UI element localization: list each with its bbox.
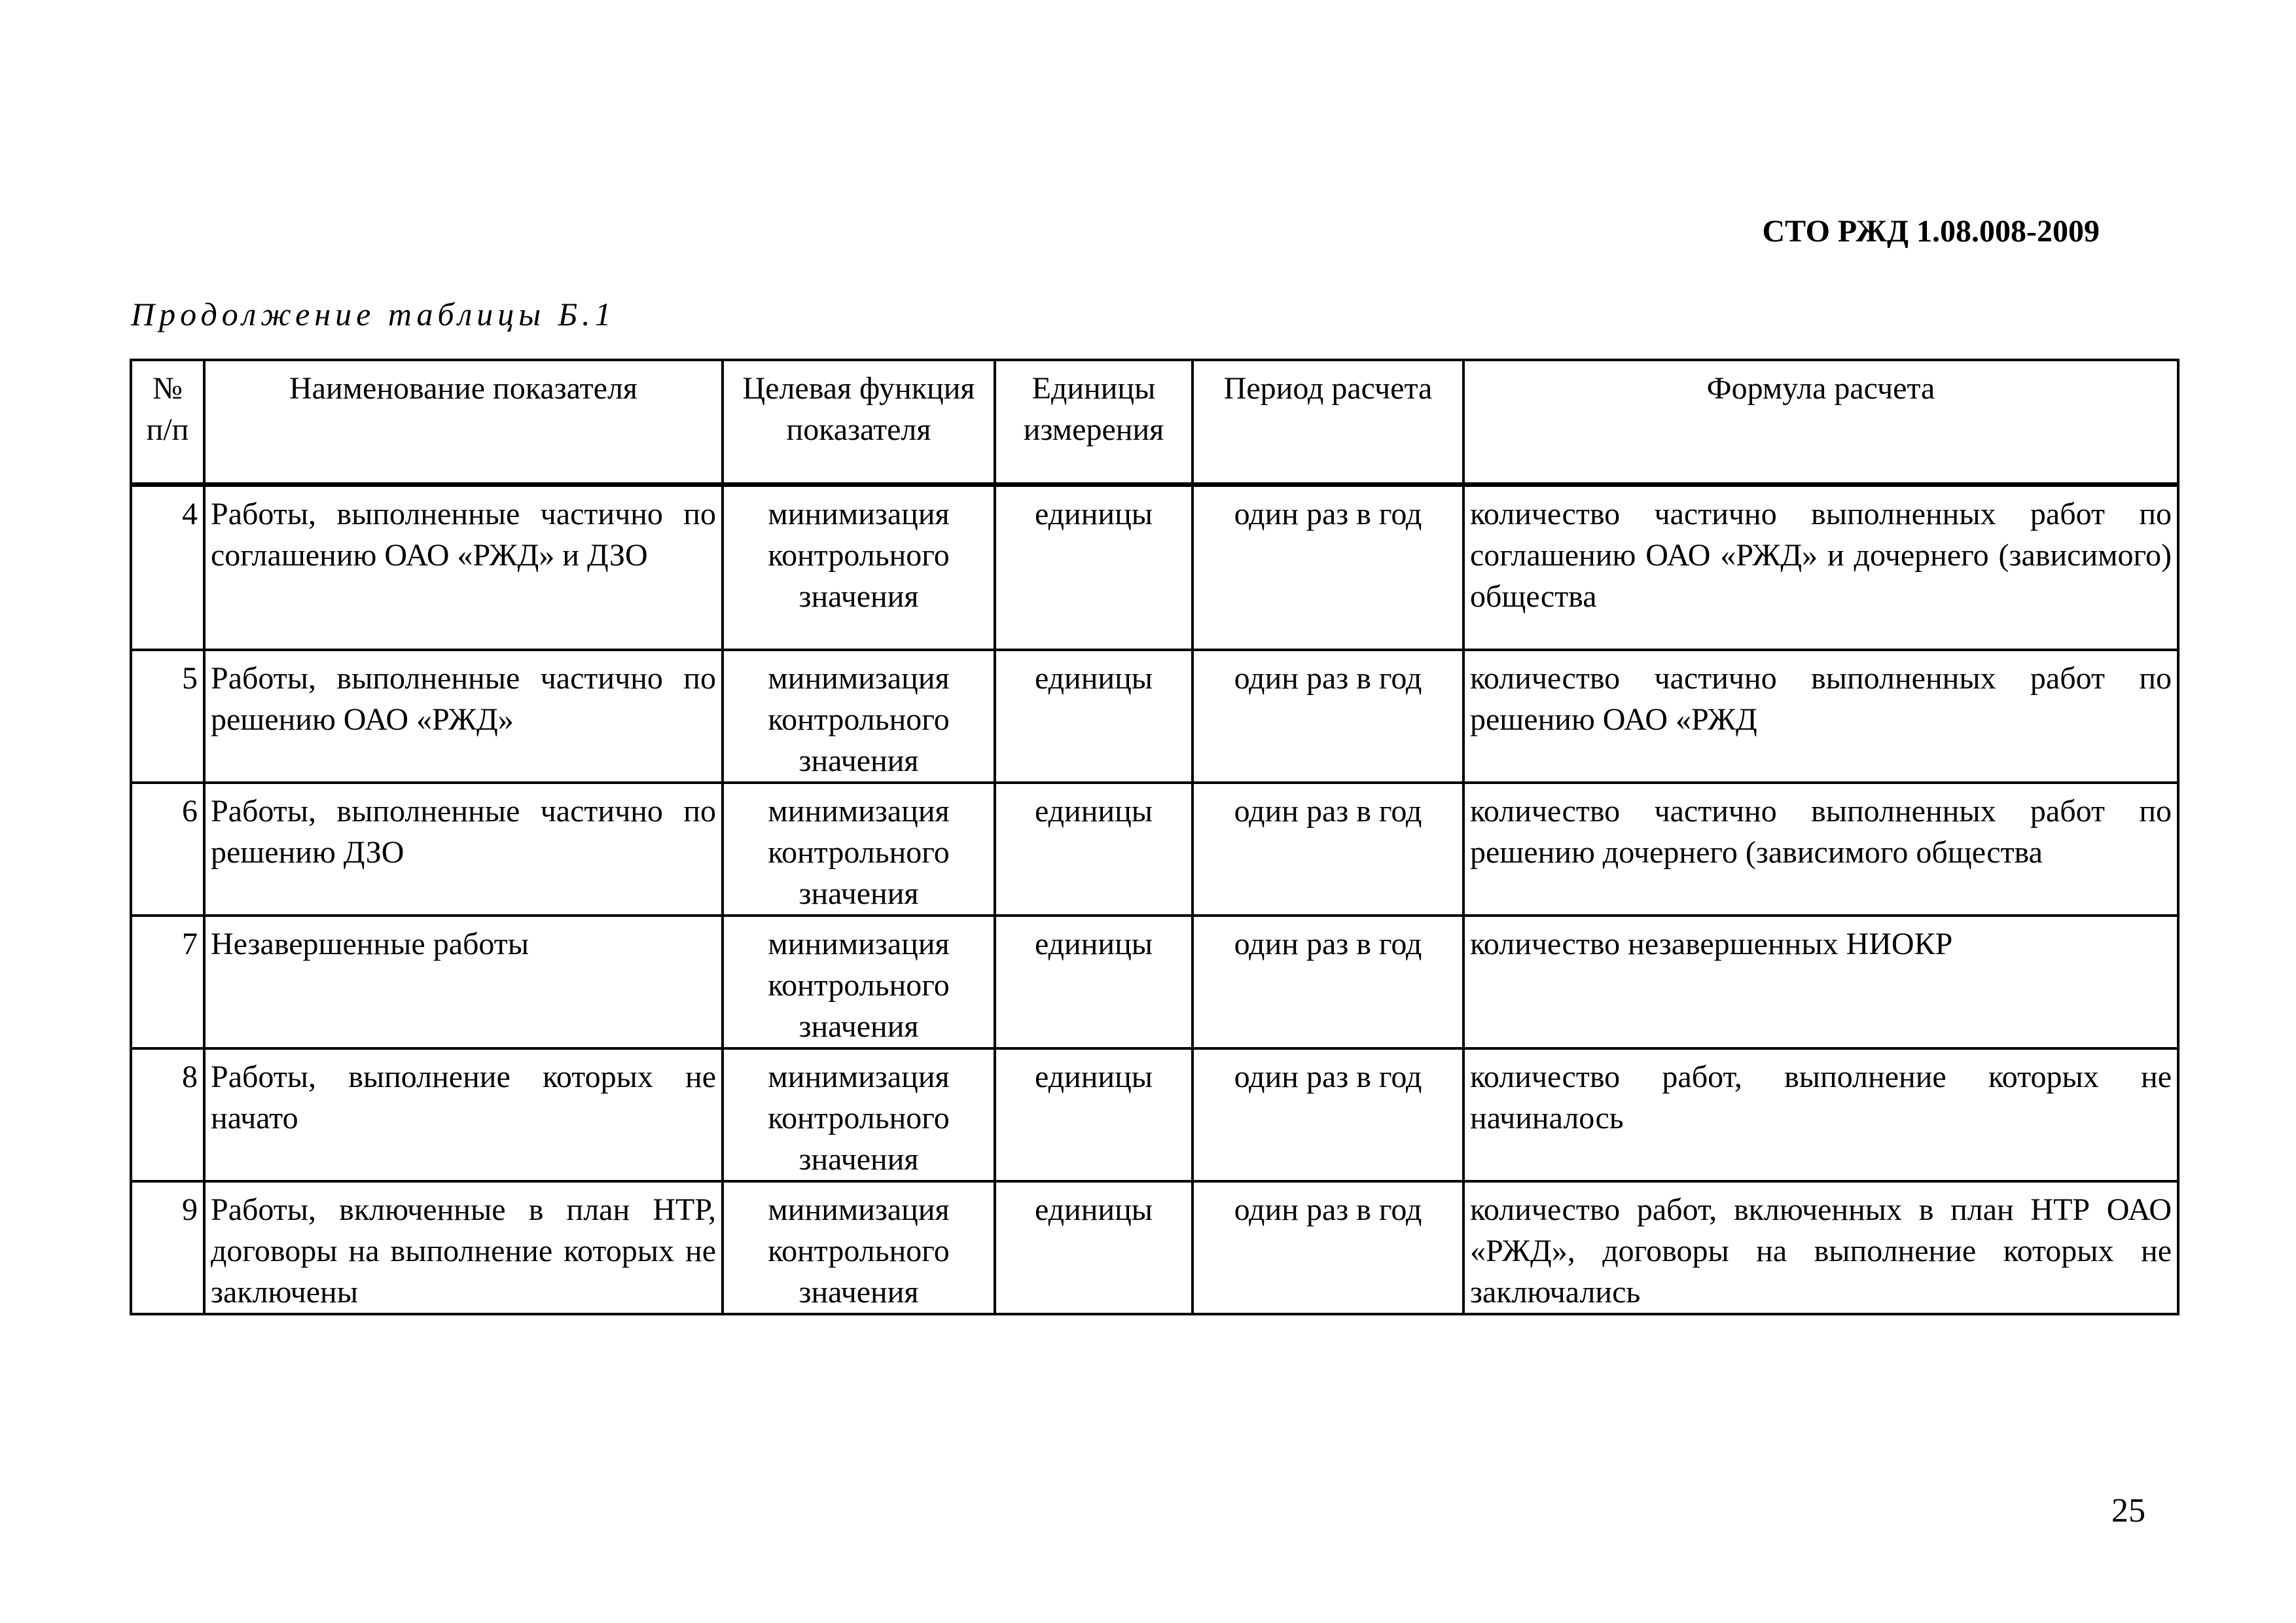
table-header-row: [131, 360, 2178, 484]
target-function: минимизация контрольного значения: [723, 1181, 995, 1314]
measurement-unit: единицы: [995, 484, 1193, 650]
row-number: 7: [131, 916, 204, 1048]
target-function: минимизация контрольного значения: [723, 650, 995, 783]
row-number: 5: [131, 650, 204, 783]
indicator-name: Работы, выполненные частично по соглашению ОАО «РЖД» и ДЗО: [204, 484, 723, 650]
indicator-name: Работы, выполненные частично по решению ДЗО: [204, 783, 723, 916]
calculation-period: один раз в год: [1193, 916, 1463, 1048]
column-header-unit: Единицы измерения: [995, 360, 1193, 484]
target-function: минимизация контрольного значения: [723, 916, 995, 1048]
indicators-table-wrap: [130, 359, 2177, 1315]
document-code: СТО РЖД 1.08.008-2009: [1762, 214, 2100, 249]
indicator-name: Незавершенные работы: [204, 916, 723, 1048]
calculation-formula: количество частично выполненных работ по решению дочернего (зависимого общества: [1463, 783, 2178, 916]
indicator-name: Работы, включенные в план НТР, договоры на выполнение которых не заключены: [204, 1181, 723, 1314]
target-function: минимизация контрольного значения: [723, 484, 995, 650]
measurement-unit: единицы: [995, 650, 1193, 783]
table-row: [131, 783, 2178, 916]
indicators-table: [130, 359, 2179, 1315]
indicator-name: Работы, выполнение которых не начато: [204, 1048, 723, 1181]
measurement-unit: единицы: [995, 1181, 1193, 1314]
indicator-name: Работы, выполненные частично по решению ОАО «РЖД»: [204, 650, 723, 783]
target-function: минимизация контрольного значения: [723, 1048, 995, 1181]
table-row: [131, 1181, 2178, 1314]
row-number: 4: [131, 484, 204, 650]
row-number: 6: [131, 783, 204, 916]
calculation-period: один раз в год: [1193, 1181, 1463, 1314]
column-header-target: Целевая функция показателя: [723, 360, 995, 484]
column-header-period: Период расчета: [1193, 360, 1463, 484]
table-row: [131, 916, 2178, 1048]
target-function: минимизация контрольного значения: [723, 783, 995, 916]
calculation-formula: количество незавершенных НИОКР: [1463, 916, 2178, 1048]
measurement-unit: единицы: [995, 916, 1193, 1048]
page-number: 25: [2111, 1492, 2145, 1529]
row-number: 9: [131, 1181, 204, 1314]
calculation-formula: количество работ, выполнение которых не начиналось: [1463, 1048, 2178, 1181]
calculation-formula: количество работ, включенных в план НТР ОАО «РЖД», договоры на выполнение которых не заключались: [1463, 1181, 2178, 1314]
column-header-name: Наименование показателя: [204, 360, 723, 484]
measurement-unit: единицы: [995, 783, 1193, 916]
table-caption: Продолжение таблицы Б.1: [131, 296, 616, 332]
calculation-period: один раз в год: [1193, 1048, 1463, 1181]
column-header-formula: Формула расчета: [1463, 360, 2178, 484]
measurement-unit: единицы: [995, 1048, 1193, 1181]
table-row: [131, 650, 2178, 783]
calculation-formula: количество частично выполненных работ по соглашению ОАО «РЖД» и дочернего (зависимого) общества: [1463, 484, 2178, 650]
column-header-number: № п/п: [131, 360, 204, 484]
table-row: [131, 484, 2178, 650]
calculation-period: один раз в год: [1193, 783, 1463, 916]
calculation-period: один раз в год: [1193, 650, 1463, 783]
calculation-period: один раз в год: [1193, 484, 1463, 650]
table-row: [131, 1048, 2178, 1181]
row-number: 8: [131, 1048, 204, 1181]
calculation-formula: количество частично выполненных работ по решению ОАО «РЖД: [1463, 650, 2178, 783]
